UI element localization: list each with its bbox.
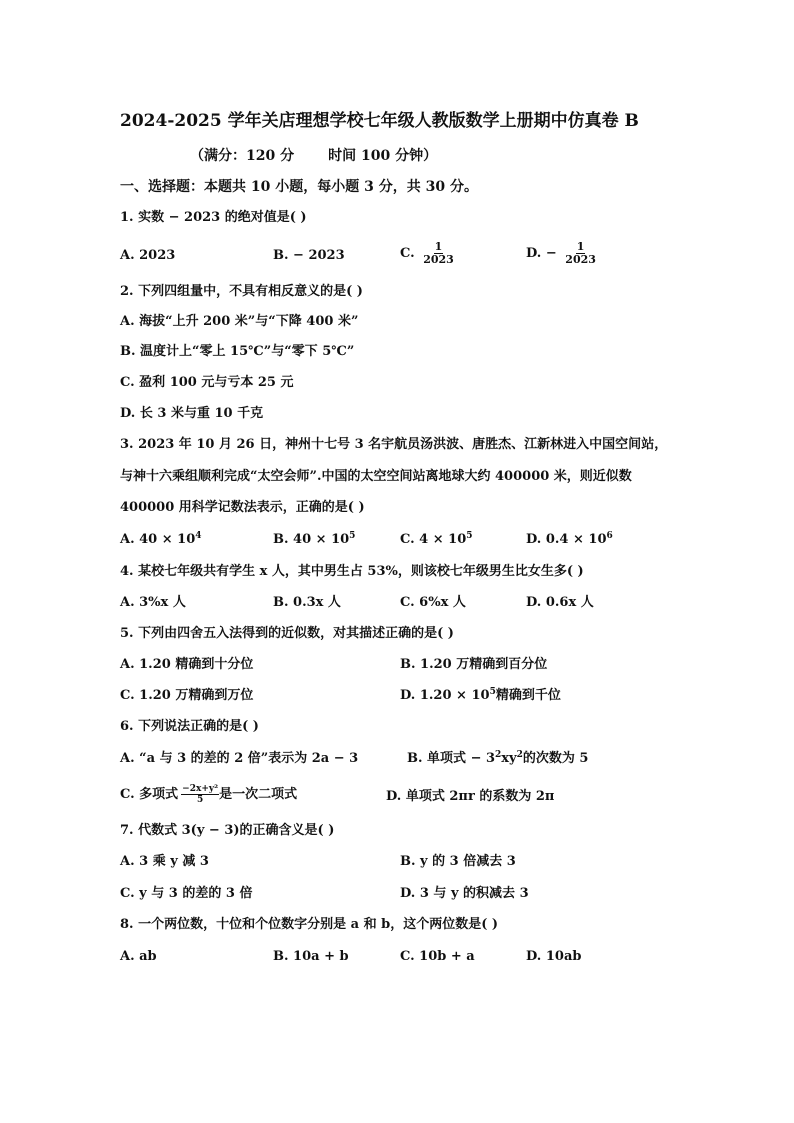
q3-option-a-base: A. 40 × 10 [120,532,196,547]
q6-option-c-numerator: −2x+y² [182,784,219,794]
q4-stem: 4. 某校七年级共有学生 x 人，其中男生占 53%，则该校七年级男生比女生多( ) [120,564,584,579]
q3-stem-line3: 400000 用科学记数法表示，正确的是( ) [120,500,365,515]
q7-option-c: C. y 与 3 的差的 3 倍 [120,886,253,901]
page-title: 2024-2025 学年关店理想学校七年级人教版数学上册期中仿真卷 B [120,111,639,131]
q8-stem: 8. 一个两位数，十位和个位数字分别是 a 和 b，这个两位数是( ) [120,917,499,932]
q3-option-d-base: D. 0.4 × 10 [526,532,607,547]
q1-option-c-fraction [422,241,455,266]
q1-option-c [400,241,455,266]
q6-option-b-exponent-2: 2 [516,750,523,760]
q2-option-b: B. 温度计上“零上 15℃”与“零下 5℃” [120,344,355,359]
q7-option-d: D. 3 与 y 的积减去 3 [400,886,529,901]
q1-option-d-fraction [564,241,597,266]
q6-option-b [407,750,588,768]
q3-option-d [526,531,613,549]
q7-option-b: B. y 的 3 倍减去 3 [400,854,516,869]
section-heading: 一、选择题：本题共 10 小题，每小题 3 分，共 30 分。 [120,179,478,195]
q1-option-c-denominator: 2023 [423,253,454,266]
q1-option-d [526,241,597,266]
q4-option-c: C. 6%x 人 [400,595,466,610]
q4-option-d: D. 0.6x 人 [526,595,594,610]
q2-option-c: C. 盈利 100 元与亏本 25 元 [120,375,294,390]
q1-option-c-numerator: 1 [434,240,443,253]
q6-option-b-post: 的次数为 5 [522,751,589,766]
q1-option-d-denominator: 2023 [565,253,596,266]
q1-option-a: A. 2023 [120,248,176,263]
q3-option-c [400,531,473,549]
q1-option-d-numerator: 1 [576,240,585,253]
q8-option-b: B. 10a + b [273,949,349,964]
q6-option-c-post: 是一次二项式 [219,787,298,802]
q3-option-a-exponent: 4 [195,531,202,541]
q5-option-a: A. 1.20 精确到十分位 [120,657,254,672]
q6-option-c-denominator: 5 [196,795,204,805]
q8-option-c: C. 10b + a [400,949,475,964]
q4-option-b: B. 0.3x 人 [273,595,341,610]
q6-option-d: D. 单项式 2πr 的系数为 2π [386,789,555,804]
q1-option-c-label: C. [400,246,415,261]
q1-option-b: B. − 2023 [273,248,345,263]
q5-option-d-base: D. 1.20 × 10 [400,688,490,703]
q6-option-c-prefix: C. 多项式 [120,787,179,802]
q7-stem: 7. 代数式 3(y − 3)的正确含义是( ) [120,823,335,838]
q3-option-b-exponent: 5 [349,531,356,541]
q7-option-a: A. 3 乘 y 减 3 [120,854,209,869]
q2-option-a: A. 海拔“上升 200 米”与“下降 400 米” [120,314,359,329]
q3-option-c-exponent: 5 [466,531,473,541]
q8-option-d: D. 10ab [526,949,582,964]
q3-stem-line1: 3. 2023 年 10 月 26 日，神州十七号 3 名宇航员汤洪波、唐胜杰、江新林进入中国空间站， [120,437,668,452]
q6-option-a: A. “a 与 3 的差的 2 倍”表示为 2a − 3 [120,751,359,766]
q2-stem: 2. 下列四组量中，不具有相反意义的是( ) [120,284,363,299]
q3-option-b-base: B. 40 × 10 [273,532,350,547]
q3-option-c-base: C. 4 × 10 [400,532,467,547]
q6-option-b-mid: xy [501,751,517,766]
q6-option-c-fraction [181,784,219,805]
q6-option-b-exponent-1: 2 [495,750,502,760]
q5-option-d [400,687,561,705]
time-limit: 时间 100 分钟） [328,148,438,164]
q8-option-a: A. ab [120,949,157,964]
q1-stem: 1. 实数 − 2023 的绝对值是( ) [120,210,307,225]
q5-stem: 5. 下列由四舍五入法得到的近似数，对其描述正确的是( ) [120,626,454,641]
exam-info [190,145,437,165]
q3-option-d-exponent: 6 [606,531,613,541]
q5-option-b: B. 1.20 万精确到百分位 [400,657,548,672]
q4-option-a: A. 3%x 人 [120,595,186,610]
q2-option-d: D. 长 3 米与重 10 千克 [120,406,264,421]
q6-option-c [120,784,297,805]
q6-stem: 6. 下列说法正确的是( ) [120,719,259,734]
full-score: （满分：120 分 [190,148,295,164]
q5-option-d-tail: 精确到千位 [495,688,561,703]
q5-option-d-exponent: 5 [489,687,496,697]
q6-option-b-prefix: B. 单项式 − 3 [407,751,496,766]
q3-option-a [120,531,202,549]
q5-option-c: C. 1.20 万精确到万位 [120,688,254,703]
q1-option-d-label: D. − [526,246,557,261]
q3-option-b [273,531,355,549]
q3-stem-line2: 与神十六乘组顺利完成“太空会师”.中国的太空空间站离地球大约 400000 米，则近似数 [120,469,632,484]
